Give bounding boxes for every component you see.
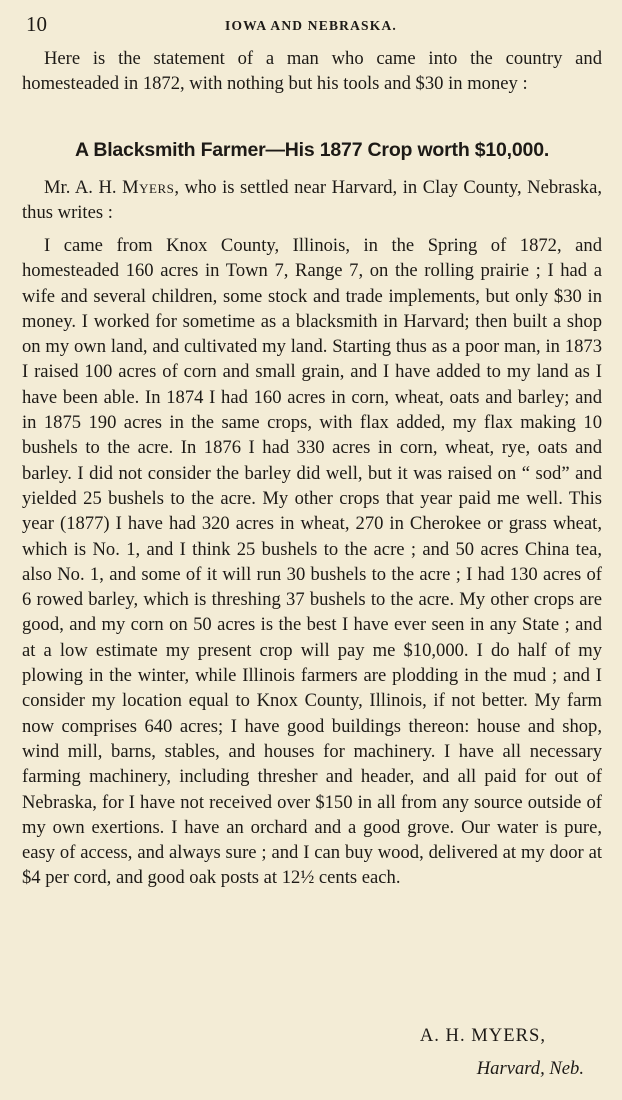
attribution-rest: , who is settled near Harvard, in Clay County, Nebraska, thus writes : <box>22 177 602 224</box>
signature-name: A. H. MYERS, <box>419 1025 546 1046</box>
letter-body: I came from Knox County, Illinois, in the Spring of 1872, and homesteaded 160 acres in Town 7, Range 7, on the rolling prairie ; I had a wife and several children, some stock and trade implements, but only $30 in money. I worked for sometime as a blacksmith in Harvard; then built a shop on my own land, and cultivated my land. Starting thus as a poor man, in 1873 I raised 100 acres of corn and small grain, and I have added to my land as I have been able. In 1874 I had 160 acres in corn, wheat, oats and barley; and in 1875 190 acres in the same crops, with flax added, my flax making 10 bushels to the acre. In 1876 I had 330 acres in corn, wheat, rye, oats and barley. I did not consider the barley did well, but it was raised on “ sod” and yielded 25 bushels to the acre. My other crops that year paid me well. This year (1877) I have had 320 acres in wheat, 270 in Cherokee or grass wheat, which is No. 1, and I think 25 bushels to the acre ; and 50 acres China tea, also No. 1, and some of it will run 30 bushels to the acre ; I had 130 acres of 6 rowed barley, which is threshing 37 bushels to the acre. My other crops are good, and my corn on 50 acres is the best I have ever seen in any State ; and at a low estimate my present crop will pay me $10,000. I do half of my plowing in the winter, while Illinois farmers are plodding in the mud ; and I consider my location equal to Knox County, Illinois, if not better. My farm now comprises 640 acres; I have good buildings thereon: house and shop, wind mill, barns, stables, and houses for machinery. I have all necessary farming machinery, including thresher and header, and all paid for out of Nebraska, for I have not received over $150 in all from any source outside of my own exertions. I have an orchard and a good grove. Our water is pure, easy of access, and always sure ; and I can buy wood, delivered at my door at $4 per cord, and good oak posts at 12½ cents each. <box>22 235 602 889</box>
attribution-name: Myers <box>122 177 175 198</box>
page-number: 10 <box>26 12 47 36</box>
intro-paragraph: Here is the statement of a man who came into the country and homesteaded in 1872, with nothing but his tools and $30 in money : <box>22 48 602 95</box>
section-heading: A Blacksmith Farmer—His 1877 Crop worth $10,000. <box>74 139 550 161</box>
signature-place: Harvard, Neb. <box>476 1058 584 1079</box>
running-head <box>18 12 604 38</box>
running-title: IOWA AND NEBRASKA. <box>224 18 397 33</box>
attribution-prefix: Mr. A. H. <box>44 177 123 198</box>
attribution-paragraph <box>22 175 602 226</box>
